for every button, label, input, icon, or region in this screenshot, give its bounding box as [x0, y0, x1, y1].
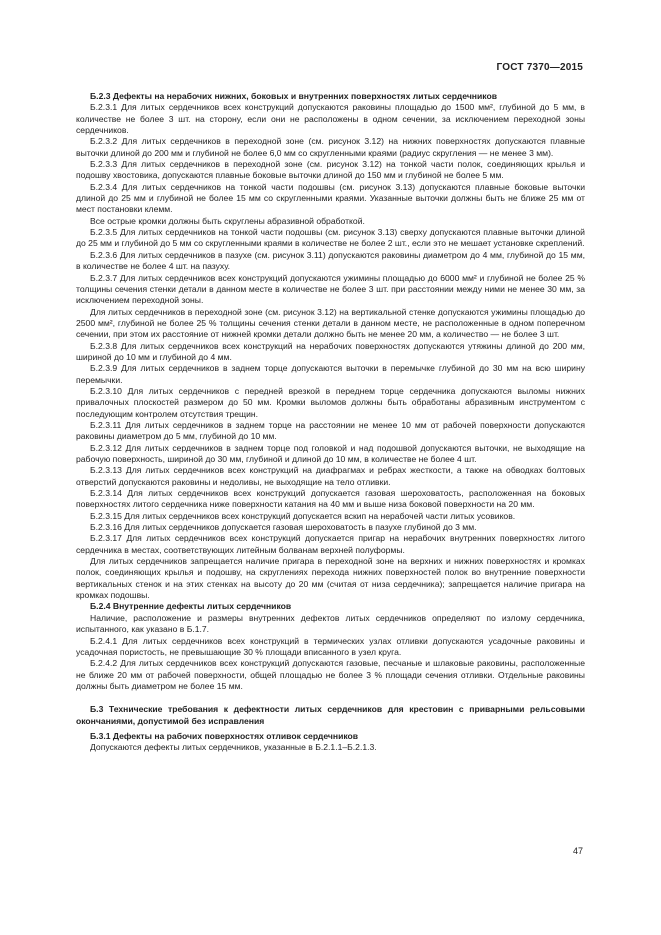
paragraph: Б.2.3.9 Для литых сердечников в заднем торце допускаются выточки в перемычке глубиной до 30 мм на всю ширину перемычки. [76, 363, 585, 385]
section-heading-b24: Б.2.4 Внутренние дефекты литых сердечников [90, 601, 292, 612]
paragraph: Б.2.3.8 Для литых сердечников всех конструкций на нерабочих поверхностях допускаются утяжины длиной до 200 мм, шириной до 10 мм и глубиной до 4 мм. [76, 340, 585, 362]
document-body [76, 91, 585, 754]
page-number: 47 [572, 846, 583, 856]
paragraph: Б.2.3.10 Для литых сердечников с передней врезкой в переднем торце сердечника допускаются выломы нижних привалочных плоскостей размером до 50 мм. Кромки выломов должны быть обработаны абразивным инструментом с последующим контролем отсутствия трещин. [76, 385, 585, 419]
paragraph: Б.2.3.6 Для литых сердечников в пазухе (см. рисунок 3.11) допускаются раковины диаметром до 4 мм, глубиной до 15 мм, в количестве не более 4 шт. на пазуху. [76, 249, 585, 272]
paragraph: Б.2.4.2 Для литых сердечников всех конструкций допускаются газовые, песчаные и шлаковые раковины, расположенные не ближе 20 мм от рабочей поверхности, общей площадью не более 3 % площади сечения отливки. Отдельные раковины должны быть диаметром не более 15 мм. [76, 658, 585, 691]
section-heading-b23: Б.2.3 Дефекты на нерабочих нижних, боковых и внутренних поверхностях литых сердечников [90, 91, 497, 101]
paragraph: Наличие, расположение и размеры внутренних дефектов литых сердечников определяют по излому сердечника, испытанного, как указано в Б.1.7. [76, 612, 585, 635]
paragraph: Б.2.3.11 Для литых сердечников в заднем торце на расстоянии не менее 10 мм от рабочей поверхности допускаются раковины диаметром до 5 мм, глубиной до 10 мм. [76, 419, 585, 442]
paragraph: Б.2.3.16 Для литых сердечников допускается газовая шероховатость в пазухе глубиной до 3 мм. [90, 522, 477, 533]
paragraph: Б.2.4.1 Для литых сердечников всех конструкций в термических узлах отливки допускаются усадочные раковины и усадочная пористость, не превышающие 30 % площади вписанного в узел круга. [76, 635, 585, 657]
paragraph: Для литых сердечников в переходной зоне (см. рисунок 3.12) на вертикальной стенке допускаются ужимины площадью до 2500 мм², глубиной не более 25 % толщины сечения стенки детали в данном месте, не расположенные в одном поперечном сечении, при этом их расстояние от нижней кромки детали должно быть не менее 20 мм, а количество — не более 3 шт. [76, 306, 585, 340]
paragraph: Б.2.3.4 Для литых сердечников на тонкой части подошвы (см. рисунок 3.13) допускаются плавные боковые выточки длиной до 25 мм и глубиной не более 15 мм со скругленными краями. Указанные выточки должны быть не ближе 25 мм от мест постановки клемм. [76, 181, 585, 215]
paragraph: Б.2.3.7 Для литых сердечников всех конструкций допускаются ужимины площадью до 6000 мм² и глубиной не более 25 % толщины сечения стенки детали в данном месте в количестве не более 3 шт. при расстоянии между ними не менее 30 мм, за исключением переходной зоны. [76, 272, 585, 306]
paragraph: Б.2.3.5 Для литых сердечников на тонкой части подошвы (см. рисунок 3.13) сверху допускаются плавные выточки длиной до 25 мм и глубиной до 5 мм со скругленными краями в количестве не более 2 шт., если это не мешает установке скреплений. [76, 227, 585, 249]
section-heading-b31: Б.3.1 Дефекты на рабочих поверхностях отливок сердечников [90, 730, 359, 741]
paragraph: Все острые кромки должны быть скруглены абразивной обработкой. [90, 215, 365, 226]
paragraph: Б.2.3.17 Для литых сердечников всех конструкций допускается пригар на нерабочих внутренних поверхностях литого сердечника в местах, соответствующих литейным болванам верхней полуформы. [76, 533, 585, 555]
paragraph: Б.2.3.13 Для литых сердечников всех конструкций на диафрагмах и ребрах жесткости, а также на обводках болтовых отверстий допускаются раковины и недоливы, не выходящие на тело отливки. [76, 465, 585, 487]
paragraph: Б.2.3.2 Для литых сердечников в переходной зоне (см. рисунок 3.12) на нижних поверхностях допускаются плавные выточки длиной до 200 мм и глубиной не более 6,0 мм со скругленными краями (радиус скругления — не менее 3 мм). [76, 136, 585, 158]
paragraph: Б.2.3.1 Для литых сердечников всех конструкций допускаются раковины площадью до 1500 мм², глубиной до 5 мм, в количестве не более 3 шт. на сторону, если они не расположены в одном сечении, за исключением переходной зоны сердечников. [76, 102, 585, 136]
paragraph: Б.2.3.12 Для литых сердечников в заднем торце под головкой и над подошвой допускаются выточки, не выходящие на рабочую поверхность, шириной до 30 мм, глубиной и длиной до 10 мм, в количестве не более 4 шт. [76, 442, 585, 464]
section-heading-b3: Б.3 Технические требования к дефектности литых сердечников для крестовин с приварными рельсовыми окончаниями, допустимой без исправления [76, 704, 585, 726]
standard-header: ГОСТ 7370—2015 [496, 62, 583, 73]
paragraph: Для литых сердечников запрещается наличие пригара в переходной зоне на верхних и нижних поверхностях и кромках полок, соединяющих крылья и подошву, на скруглениях перехода нижних поверхностей полок во внутренние поверхности вертикальных стенок и на этих стенках на высоту до 20 мм (считая от низа сердечника); запрещается наличие пригара на кромках подошвы. [76, 556, 585, 601]
paragraph: Б.2.3.14 Для литых сердечников всех конструкций допускается газовая шероховатость, расположенная на боковых поверхностях литого сердечника ниже поверхности катания на 40 мм и выше низа боковой поверхности на 20 мм. [76, 488, 585, 510]
paragraph: Допускаются дефекты литых сердечников, указанные в Б.2.1.1–Б.2.1.3. [90, 742, 377, 753]
paragraph: Б.2.3.3 Для литых сердечников в переходной зоне (см. рисунок 3.12) на тонкой части полок, соединяющих крылья и подошву хвостовика, допускаются плавные боковые выточки длиной до 150 мм и глубиной не более 5 мм. [76, 159, 585, 181]
paragraph: Б.2.3.15 Для литых сердечников всех конструкций допускается вскип на нерабочей части литых усовиков. [90, 510, 516, 521]
